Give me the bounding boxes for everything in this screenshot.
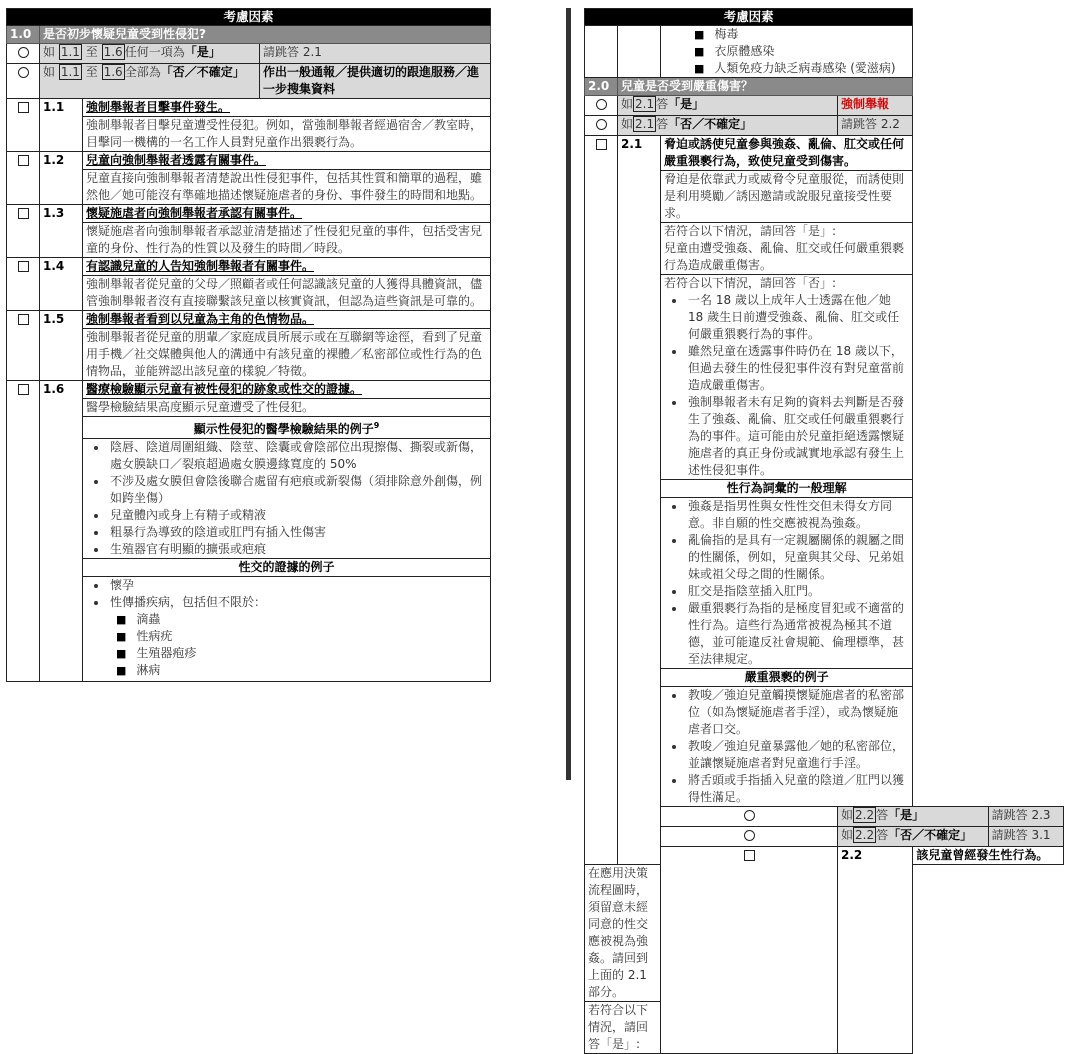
- std-list: [86, 611, 487, 679]
- list-item: • 生殖器官有明顯的擴張或疤痕: [108, 541, 487, 558]
- table-header: 考慮因素: [7, 9, 491, 26]
- indecent-list: [664, 687, 909, 806]
- list-item: ■ 衣原體感染: [694, 43, 909, 60]
- option-action: 作出一般通報／提供適切的跟進服務／進一步搜集資料: [260, 64, 491, 99]
- medical-examples-heading: 顯示性侵犯的醫學檢驗結果的例子$^9$: [83, 417, 491, 439]
- item-2-1: 2.1 脅迫或誘使兒童參與強姦、亂倫、肛交或任何嚴重猥褻行為，致使兒童受到傷害。: [585, 136, 1064, 171]
- mandatory-report-label: 強制舉報: [838, 96, 913, 116]
- list-item: • 一名 18 歲以上成年人士透露在他／她 18 歲生日前遭受強姦、亂倫、肛交或任何嚴重猥褻行為的事件。: [686, 292, 909, 343]
- terms-list: [664, 498, 909, 668]
- checkbox[interactable]: [744, 850, 755, 861]
- checkbox[interactable]: [18, 208, 29, 219]
- list-item: ■ 淋病: [116, 662, 487, 679]
- item-1-5: 1.5 強制舉報者看到以兒童為主角的色情物品。: [7, 311, 491, 329]
- list-item: ■ 性病疣: [116, 628, 487, 645]
- checkbox[interactable]: [18, 314, 29, 325]
- medical-list: [86, 439, 487, 558]
- list-item: • 懷孕: [108, 577, 487, 594]
- checkbox[interactable]: [18, 155, 29, 166]
- left-page: [6, 8, 491, 682]
- right-table: 考慮因素 ■ 梅毒 ■ 衣原體感染 ■ 人類免疫力缺乏病毒感染 (愛滋病) 2.0 兒童是否受到嚴重傷害？ 如 2.1 答「是」 強制舉報 如 2.1 答「否／不確定」 請跳答 2.2 2.1 脅迫或誘使兒童參與強姦、亂倫、肛交或任何嚴重猥褻行為，致使兒童受到傷害。 脅迫是依靠武力或威脅令兒童服從，而誘使則是利用獎勵／誘因邀請或說服兒童接受性要求。 若符合以下情況，請回答「是」: 兒童由遭受強姦、亂倫、肛交或任何嚴重猥褻行為造成嚴重傷害。 若符合以下情況，請回答「否」: • 一名 18 歲以上成年人士透露在他／她 18 歲生日前遭受強姦、亂倫、肛交或任何嚴重猥褻行為的事件。 • 雖然兒童在透露事件時仍在 18 歲以下，但過去發生的性侵犯事件沒有對兒童當前造成嚴重傷害。 • 強制舉報者未有足夠的資料去判斷是否發生了強姦、亂倫、肛交或任何嚴重猥褻行為的事件。這可能由於兒童拒絕透露懷疑施虐者的真正身份或誠實地承認有發生上述性侵犯事件。 性行為詞彙的一般理解 • 強姦是指男性與女性性交但未得女方同意。非自願的性交應被視為強姦。 • 亂倫指的是具有一定親屬關係的親屬之間的性關係，例如，兒童與其父母、兄弟姐妹或祖父母之間的性關係。 • 肛交是指陰莖插入肛門。 • 嚴重猥褻行為指的是極度冒犯或不適當的性行為。這些行為通常被視為極其不道德，並可能違反社會規範、倫理標準，甚至法律規定。 嚴重猥褻的例子 • 教唆／強迫兒童觸摸懷疑施虐者的私密部位（如為懷疑施虐者手淫），或為懷疑施虐者口交。 • 教唆／強迫兒童暴露他／她的私密部位，並讓懷疑施虐者對兒童進行手淫。 • 將舌頭或手指插入兒童的陰道／肛門以獲得性滿足。 如 2.2 答「是」 請跳答 2.3 如 2.2 答「否／不確定」 請跳答 3.1 2.2 該兒童曾經發生性行為。 在應用決策流程圖時，須留意未經同意的性交應被視為強姦。請回到上面的 2.1 部分。 若符合以下情況，請回答「是」:: [584, 8, 1064, 1054]
- sex-evidence-heading: 性交的證據的例子: [83, 559, 491, 577]
- no-conditions-list: [664, 292, 909, 479]
- list-item: • 粗暴行為導致的陰道或肛門有插入性傷害: [108, 524, 487, 541]
- list-item: • 肛交是指陰莖插入肛門。: [686, 583, 909, 600]
- checkbox[interactable]: [18, 261, 29, 272]
- list-item: • 雖然兒童在透露事件時仍在 18 歲以下，但過去發生的性侵犯事件沒有對兒童當前造成嚴重傷害。: [686, 343, 909, 394]
- item-1-4: 1.4 有認識兒童的人告知強制舉報者有關事件。: [7, 258, 491, 276]
- item-1-6: 1.6 醫療檢驗顯示兒童有被性侵犯的跡象或性交的證據。: [7, 381, 491, 399]
- right-page: [584, 8, 1064, 1054]
- radio-button[interactable]: [596, 99, 607, 110]
- sex-evidence-list: [86, 577, 487, 611]
- list-item: ■ 滴蟲: [116, 611, 487, 628]
- terms-heading: 性行為詞彙的一般理解: [661, 480, 913, 498]
- table-header: 考慮因素: [585, 9, 913, 26]
- radio-button[interactable]: [744, 830, 755, 841]
- radio-button[interactable]: [18, 47, 29, 58]
- list-item: ■ 生殖器疱疹: [116, 645, 487, 662]
- list-item: • 不涉及處女膜但會陰後聯合處留有疤痕或新裂傷（須排除意外創傷，例如跨坐傷）: [108, 473, 487, 507]
- option-row: 如 1.1 至 1.6 任何一項為「是」 請跳答 2.1: [7, 44, 491, 64]
- section-1-header: [7, 26, 491, 44]
- item-1-3: 1.3 懷疑施虐者向強制舉報者承認有關事件。: [7, 205, 491, 223]
- option-row: 如 2.1 答「是」 強制舉報: [585, 96, 1064, 116]
- item-1-1: 1.1 強制舉報者目擊事件發生。: [7, 99, 491, 117]
- item-2-2: 2.2 該兒童曾經發生性行為。: [585, 847, 1064, 865]
- list-item: ■ 人類免疫力缺乏病毒感染 (愛滋病): [694, 60, 909, 77]
- list-item: ■ 梅毒: [694, 26, 909, 43]
- radio-button[interactable]: [596, 119, 607, 130]
- list-item: • 陰唇、陰道周圍組織、陰莖、陰囊或會陰部位出現擦傷、撕裂或新傷，處女膜缺口／裂痕超過處女膜邊緣寬度的 50%: [108, 439, 487, 473]
- indecent-heading: 嚴重猥褻的例子: [661, 669, 913, 687]
- option-row: 如 2.2 答「否／不確定」 請跳答 3.1: [585, 827, 1064, 847]
- std-list-cont: [664, 26, 909, 77]
- checkbox[interactable]: [18, 384, 29, 395]
- radio-button[interactable]: [744, 810, 755, 821]
- section-number: 2.0: [585, 78, 618, 96]
- list-item: • 將舌頭或手指插入兒童的陰道／肛門以獲得性滿足。: [686, 772, 909, 806]
- list-item: • 兒童體內或身上有精子或精液: [108, 507, 487, 524]
- list-item: • 嚴重猥褻行為指的是極度冒犯或不適當的性行為。這些行為通常被視為極其不道德，並可能違反社會規範、倫理標準，甚至法律規定。: [686, 600, 909, 668]
- option-action: 請跳答 2.1: [260, 44, 491, 64]
- list-item: • 性傳播疾病，包括但不限於：: [108, 594, 487, 611]
- list-item: • 教唆／強迫兒童暴露他／她的私密部位，並讓懷疑施虐者對兒童進行手淫。: [686, 738, 909, 772]
- option-row: 如 2.2 答「是」 請跳答 2.3: [585, 807, 1064, 827]
- list-item: • 強姦是指男性與女性性交但未得女方同意。非自願的性交應被視為強姦。: [686, 498, 909, 532]
- section-title: 兒童是否受到嚴重傷害？: [618, 78, 913, 96]
- section-2-header: [585, 78, 1064, 96]
- section-number: 1.0: [7, 26, 40, 44]
- checkbox[interactable]: [596, 139, 607, 150]
- item-1-2: 1.2 兒童向強制舉報者透露有關事件。: [7, 152, 491, 170]
- page-divider: [566, 8, 571, 780]
- radio-button[interactable]: [18, 67, 29, 78]
- checkbox[interactable]: [18, 102, 29, 113]
- option-row: 如 2.1 答「否／不確定」 請跳答 2.2: [585, 116, 1064, 136]
- list-item: • 教唆／強迫兒童觸摸懷疑施虐者的私密部位（如為懷疑施虐者手淫），或為懷疑施虐者口交。: [686, 687, 909, 738]
- list-item: • 亂倫指的是具有一定親屬關係的親屬之間的性關係，例如，兒童與其父母、兄弟姐妹或祖父母之間的性關係。: [686, 532, 909, 583]
- section-title: 是否初步懷疑兒童受到性侵犯?: [40, 26, 491, 44]
- list-item: • 強制舉報者未有足夠的資料去判斷是否發生了強姦、亂倫、肛交或任何嚴重猥褻行為的事件。這可能由於兒童拒絕透露懷疑施虐者的真正身份或誠實地承認有發生上述性侵犯事件。: [686, 394, 909, 479]
- left-table: 考慮因素 1.0 是否初步懷疑兒童受到性侵犯? 如 1.1 至 1.6 任何一項為「是」 請跳答 2.1 如 1.1 至 1.6 全部為「否／不確定」 作出一般通報／提供適切的跟進服務／進一步搜集資料 1.1 強制舉報者目擊事件發生。 強制舉報者目擊兒童遭受性侵犯。例如，當強制舉報者經過宿舍／教室時，目擊同一機構的一名工作人員對兒童作出猥褻行為。 1.2 兒童向強制舉報者透露有關事件。 兒童直接向強制舉報者清楚說出性侵犯事件，包括其性質和簡單的過程，雖然他／她可能沒有準確地描述懷疑施虐者的身份、事件發生的時間和地點。 1.3 懷疑施虐者向強制舉報者承認有關事件。 懷疑施虐者向強制舉報者承認並清楚描述了性侵犯兒童的事件，包括受害兒童的身份、性行為的性質以及發生的時間／時段。 1.4 有認識兒童的人告知強制舉報者有關事件。 強制舉報者從兒童的父母／照顧者或任何認識該兒童的人獲得具體資訊，儘管強制舉報者沒有直接聯繫該兒童以核實資訊，但認為這些資訊是可靠的。 1.5 強制舉報者看到以兒童為主角的色情物品。 強制舉報者從兒童的朋輩／家庭成員所展示或在互聯網等途徑，看到了兒童用手機／社交媒體與他人的溝通中有該兒童的裸體／私密部位或性行為的色情物品，並能辨認出該兒童的樣貌／特徵。 1.6 醫療檢驗顯示兒童有被性侵犯的跡象或性交的證據。 醫學檢驗結果高度顯示兒童遭受了性侵犯。 顯示性侵犯的醫學檢驗結果的例子$^9$ • 陰唇、陰道周圍組織、陰莖、陰囊或會陰部位出現擦傷、撕裂或新傷，處女膜缺口／裂痕超過處女膜邊緣寬度的 50% • 不涉及處女膜但會陰後聯合處留有疤痕或新裂傷（須排除意外創傷，例如跨坐傷） • 兒童體內或身上有精子或精液 • 粗暴行為導致的陰道或肛門有插入性傷害 • 生殖器官有明顯的擴張或疤痕 性交的證據的例子 • 懷孕 • 性傳播疾病，包括但不限於： ■ 滴蟲 ■ 性病疣 ■ 生殖器疱疹 ■ 淋病: [6, 8, 491, 682]
- option-row: 如 1.1 至 1.6 全部為「否／不確定」 作出一般通報／提供適切的跟進服務／進一步搜集資料: [7, 64, 491, 99]
